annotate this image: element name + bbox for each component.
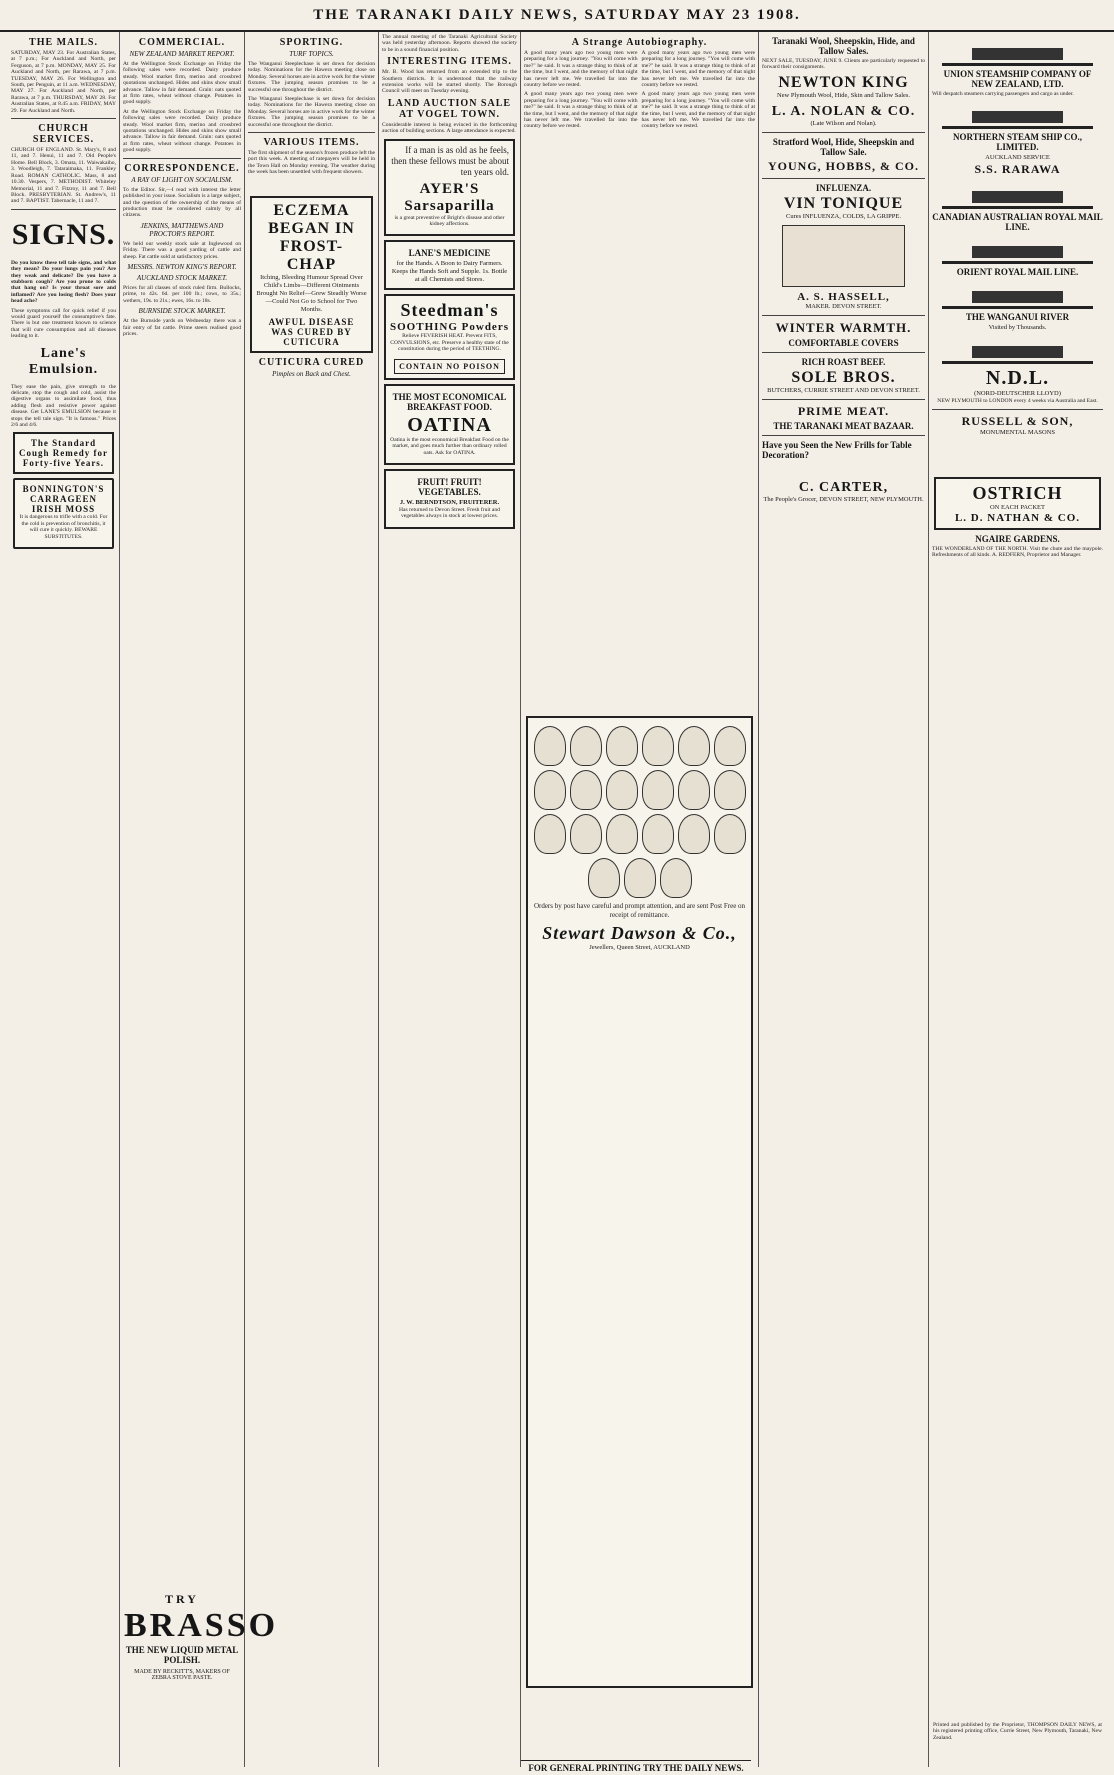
wanganui-heading: THE WANGANUI RIVER (965, 312, 1070, 323)
prime-meat-heading: PRIME MEAT. (797, 403, 890, 418)
steamship-illustration (942, 180, 1093, 209)
commercial-heading: COMMERCIAL. (138, 37, 226, 48)
frills-question: Have you Seen the New Frills for Table Decoration? (762, 439, 912, 460)
pendant-image (606, 726, 638, 766)
roast-beef-heading: RICH ROAST BEEF. (801, 356, 886, 367)
cough-remedy-title: The Standard Cough Remedy for Forty-five Years. (19, 438, 108, 469)
ndl-text: NEW PLYMOUTH to LONDON every 4 weeks via Australia and East. (937, 398, 1098, 405)
steamship-illustration (942, 235, 1093, 264)
influenza-heading: INFLUENZA. (815, 182, 872, 193)
ndl-subtitle: (NORD-DEUTSCHER LLOYD) (974, 390, 1061, 398)
lanes-medicine-text: for the Hands. A Boon to Dairy Farmers. Keeps the Hands Soft and Supple. 1s. Bottle at all Chemists and Stores. (391, 260, 508, 284)
burnside-text: At the Burnside yards on Wednesday there was a fair entry of fat cattle. Prime steers realised good prices. (123, 318, 241, 337)
pendant-image (624, 858, 656, 898)
sole-bros-title: SOLE BROS. (791, 368, 896, 386)
fruit-name: J. W. BERNDTSON, FRUITERER. (399, 498, 500, 506)
divider (762, 132, 925, 133)
carter-subtitle: The People's Grocer, DEVON STREET, NEW PLYMOUTH. (763, 495, 924, 503)
land-auction-heading: LAND AUCTION SALE AT VOGEL TOWN. (387, 97, 512, 120)
northern-subheading: AUCKLAND SERVICE (985, 154, 1050, 162)
lanes-medicine-title: LANE'S MEDICINE (408, 248, 491, 259)
strange-text-right: A good many years ago two young men were preparing for a long journey. "You will come with me?" he said. It was a strange thing to think of at the time, but I went, and the memory of that night has never left me. We travelled far into the country before we rested. (641, 50, 755, 89)
hassell-name: A. S. HASSELL, (797, 290, 890, 303)
oatina-heading: THE MOST ECONOMICAL BREAKFAST FOOD. (392, 391, 507, 412)
mails-heading: THE MAILS. (29, 37, 98, 48)
strange-columns-2 (524, 91, 755, 132)
cuticura-cured-heading: CUTICURA CURED (258, 356, 365, 368)
young-hobbs-title: YOUNG, HOBBS, & CO. (767, 158, 919, 173)
ostrich-ad (934, 477, 1101, 530)
eczema-ad (250, 196, 373, 353)
covers-heading: COMFORTABLE COVERS (788, 337, 899, 348)
pendant-image (678, 770, 710, 810)
ayers-title: AYER'S Sarsaparilla (404, 180, 495, 214)
column-5 (521, 32, 759, 1767)
church-heading: CHURCH SERVICES. (32, 123, 95, 146)
column-2 (120, 32, 279, 1767)
lanes-emulsion-text: They ease the pain, give strength to the delicate, stop the cough and cold, assist the digestive organs to assimilate food, thus adding flesh and resistive power against disease. Get LANE'S EMULSION because it stops the tell tale sign. "It is famous." Prices 2/6 and 4/6. (11, 383, 116, 429)
strange-text-left: A good many years ago two young men were preparing for a long journey. "You will come with me?" he said. It was a strange thing to think of at the time, but I went, and the memory of that night has never left me. We travelled far into the country before we rested. (524, 50, 638, 89)
pendant-image (660, 858, 692, 898)
divider (762, 178, 925, 179)
pendant-image (534, 726, 566, 766)
signs-title: SIGNS. (11, 217, 116, 251)
column-6 (759, 32, 929, 1767)
cuticura-cured-sub: Pimples on Back and Chest. (272, 369, 351, 378)
pendant-image (642, 814, 674, 854)
newton-king-subtitle: New Plymouth Wool, Hide, Skin and Tallow Sales. (776, 91, 911, 99)
fruit-heading: FRUIT! FRUIT! VEGETABLES. (417, 476, 482, 497)
nolan-title: L. A. NOLAN & CO. (771, 103, 916, 119)
lanes-emulsion-title: Lane's Emulsion. (28, 345, 99, 377)
ostrich-title: OSTRICH (972, 482, 1063, 503)
russell-title: RUSSELL & SON, (961, 413, 1074, 428)
commercial-text-2: At the Wellington Stock Exchange on Friday the following sales were recorded. Dairy produce steady. Wool market firm, merino and crossbred quotations unchanged. Hides and skins show small advance. Tallow in fair demand. Grain: oats quoted at firm rates, wheat without change. Potatoes in good supply. (123, 108, 241, 154)
pendant-image (534, 770, 566, 810)
land-auction-text: Considerable interest is being evinced in the forthcoming auction of building sections. A large attendance is expected. (382, 121, 517, 135)
interesting-text: Mr. B. Wood has returned from an extended trip to the Southern districts. It is understood that the railway extension works will be started shortly. The Borough Council will meet on Tuesday evening. (382, 69, 517, 95)
commercial-text: At the Wellington Stock Exchange on Friday the following sales were recorded. Dairy produce steady. Wool market firm, merino and crossbred quotations unchanged. Hides and skins show small advance. Tallow in fair demand. Grain: oats quoted at firm rates, wheat without change. Potatoes in good supply. (123, 61, 241, 106)
divider (762, 435, 925, 436)
pendant-image (714, 726, 746, 766)
ayers-ad (384, 139, 515, 237)
brasso-subtitle: THE NEW LIQUID METAL POLISH. (125, 1645, 239, 1665)
pendant-image (570, 726, 602, 766)
stewart-subtitle: Jewellers, Queen Street, AUCKLAND (589, 944, 690, 951)
correspondence-subheading: A RAY OF LIGHT ON SOCIALISM. (131, 175, 233, 184)
steamship-illustration (942, 280, 1093, 309)
steedman-title: Steedman's (400, 300, 499, 321)
oatina-text: Oatina is the most economical Breakfast Food on the market, and goes much further than ordinary rolled oats. Ask for OATINA. (390, 436, 509, 456)
oatina-title: OATINA (407, 413, 492, 436)
steedman-ad (384, 294, 515, 379)
russell-subtitle: MONUMENTAL MASONS (980, 428, 1055, 436)
divider (762, 315, 925, 316)
union-text: Will despatch steamers carrying passengers and cargo as under. (932, 91, 1074, 97)
stratford-heading: Stratford Wool, Hide, Sheepskin and Tallow Sale. (772, 136, 915, 157)
stewart-title: Stewart Dawson & Co., (542, 923, 737, 943)
columns (8, 32, 1106, 1767)
steamship-illustration (942, 37, 1093, 66)
sporting-subheading: TURF TOPICS. (289, 50, 334, 58)
oatina-ad (384, 384, 515, 465)
church-text: CHURCH OF ENGLAND. St. Mary's, 8 and 11, and 7. Henui, 11 and 7. Old People's Home. Bell Block, 3. Omata, 11. Waiwakaiho, 3. Woodleigh, 7. Tataraimaka, 11. Frankley Road. ROMAN CATHOLIC. Mass, 8 and 10.30. Vespers, 7. METHODIST. Whiteley Memorial, 11 and 7. Fitzroy, 11 and 7. Bell Block. PRESBYTERIAN. St. Andrew's, 11 and 7. BAPTIST. Tabernacle, 11 and 7. (11, 147, 116, 205)
strange-text-left-2: A good many years ago two young men were preparing for a long journey. "You will come with me?" he said. It was a strange thing to think of at the time, but I went, and the memory of that night has never left me. We travelled far into the country before we rested. (524, 91, 638, 130)
various-text: The first shipment of the season's frozen produce left the port this week. A meeting of ratepayers will be held in the Town Hall on Monday evening. The weather during the week has been unsettled with frequent showers. (248, 150, 375, 176)
divider (11, 118, 116, 119)
northern-heading: NORTHERN STEAM SHIP CO., LIMITED. (953, 132, 1082, 153)
jenkins-heading: JENKINS, MATTHEWS AND PROCTOR'S REPORT. (140, 221, 224, 238)
commercial-subheading: NEW ZEALAND MARKET REPORT. (129, 50, 235, 58)
winter-warmth-title: WINTER WARMTH. (775, 319, 912, 335)
printing-footer: FOR GENERAL PRINTING TRY THE DAILY NEWS. (521, 1760, 751, 1775)
bonnington-box (13, 478, 114, 549)
brasso-title: BRASSO (124, 1607, 279, 1644)
pendant-image (678, 814, 710, 854)
pendant-image (588, 858, 620, 898)
auckland-heading: AUCKLAND STOCK MARKET. (136, 273, 228, 282)
ayers-text: If a man is as old as he feels, then these fellows must be about ten years old. (391, 144, 509, 177)
ostrich-subtitle: ON EACH PACKET (989, 503, 1045, 511)
pendant-image (678, 726, 710, 766)
column-1 (8, 32, 120, 1767)
sole-bros-subtitle: BUTCHERS, CURRIE STREET AND DEVON STREET. (767, 386, 920, 394)
steedman-badge: CONTAIN NO POISON (394, 359, 505, 374)
strange-text-right-2: A good many years ago two young men were preparing for a long journey. "You will come with me?" he said. It was a strange thing to think of at the time, but I went, and the memory of that night has never left me. We travelled far into the country before we rested. (641, 91, 755, 130)
sporting-text-2: The Wanganui Steeplechase is set down for decision today. Nominations for the Hawera meeting close on Monday. Several horses are in active work for the winter fixtures. The jumping season promises to be a successful one throughout the district. (248, 96, 376, 128)
divider (762, 399, 925, 400)
vin-tonique-title: VIN TONIQUE (783, 194, 904, 212)
fruit-ad (384, 469, 515, 529)
signs-body: These symptoms call for quick relief if you would guard yourself the consumptive's fate. There is but one treatment known to science that will cure consumption and all diseases leading to it. (11, 307, 116, 340)
newton-king-title: NEWTON KING (778, 73, 909, 91)
auckland-text: Prices for all classes of stock ruled firm. Bullocks, prime, to 42s. 6d. per 100 lb.; cows, to 35s.; wethers, 19s. to 21s.; ewes, 16s. to 18s. (123, 284, 241, 304)
sporting-heading: SPORTING. (279, 37, 344, 48)
column-7 (929, 32, 1106, 1767)
pendant-image (570, 814, 602, 854)
pendant-image (606, 770, 638, 810)
jewellery-grid (532, 722, 747, 902)
pendant-image (606, 814, 638, 854)
ngaire-heading: NGAIRE GARDENS. (975, 533, 1060, 544)
signs-text: Do you know these tell tale signs, and what they mean? Do your lungs pain you? Are they weak and delicate? Do you have a stubborn cough? Are you prone to colds that hang on? Is your throat sore and inflamed? Are you losing flesh? Does your head ache? (11, 259, 116, 305)
vin-tonique-text: Cures INFLUENZA, COLDS, LA GRIPPE. (785, 212, 902, 220)
col4-text: The annual meeting of the Taranaki Agricultural Society was held yesterday afternoon. Reports showed the society to be in a sound financial position. (382, 34, 517, 53)
divider (11, 209, 116, 210)
horse-illustration (782, 225, 905, 287)
wanganui-subheading: Visited by Thousands. (988, 324, 1047, 332)
steedman-subtitle: SOOTHING Powders (390, 321, 509, 334)
ayers-sub: is a great preventive of Bright's disease and other kidney affections. (394, 214, 505, 228)
divider (932, 409, 1103, 410)
lanes-medicine-ad (384, 240, 515, 290)
pendant-image (714, 770, 746, 810)
brasso-ad (124, 1592, 279, 1681)
hassell-text: MAKER. DEVON STREET. (805, 302, 882, 310)
cuticura-heading: AWFUL DISEASE WAS CURED BY CUTICURA (268, 316, 355, 347)
masthead: THE TARANAKI DAILY NEWS, SATURDAY MAY 23 1908. (0, 0, 1114, 32)
eczema-text: Itching, Bleeding Humour Spread Over Child's Limbs—Different Ointments Brought No Relief—Grew Steadily Worse—Could Not Go to School for Two Months. (256, 273, 367, 313)
pendant-image (714, 814, 746, 854)
nathan-name: L. D. NATHAN & CO. (954, 511, 1081, 524)
cough-remedy-box (13, 432, 114, 474)
brasso-maker: MADE BY RECKITT'S, MAKERS OF ZEBRA STOVE PASTE. (134, 1669, 230, 1681)
burnside-heading: BURNSIDE STOCK MARKET. (138, 307, 226, 316)
strange-columns (524, 50, 755, 91)
various-heading: VARIOUS ITEMS. (263, 137, 360, 149)
mails-text: SATURDAY, MAY 23. For Australian States, at 7 p.m.; For Auckland and North, per Ferguson, at 7 p.m. MONDAY, MAY 25. For Auckland and North, per Rarawa, at 7 p.m. TUESDAY, MAY 26. For Wellington and South, per Penguin, at 11 a.m. WEDNESDAY, MAY 27. For Auckland and North, per Rarawa, at 7 p.m. THURSDAY, MAY 28. For Australian States, at 8.45 a.m. FRIDAY, MAY 29. For Auckland and North. (11, 50, 116, 114)
strange-heading: A Strange Autobiography. (571, 37, 708, 48)
rarawa-title: S.S. RARAWA (974, 162, 1061, 177)
column-3 (245, 32, 379, 1767)
sporting-text: The Wanganui Steeplechase is set down for decision today. Nominations for the Hawera meeting close on Monday. Several horses are in active work for the winter fixtures. The jumping season promises to be a successful one throughout the district. (248, 61, 376, 93)
imprint-text: Printed and published by the Proprietor, THOMPSON DAILY NEWS, at his registered printing office, Currie Street, New Plymouth, Taranaki, New Zealand. (933, 1722, 1102, 1741)
bonnington-title: BONNINGTON'S CARRAGEEN IRISH MOSS (22, 484, 105, 515)
fruit-text: Has returned to Devon Street. Fresh fruit and vegetables always in stock at lowest prices. (399, 506, 500, 520)
steedman-text: Relieve FEVERISH HEAT. Prevent FITS, CONVULSIONS, etc. Preserve a healthy state of the constitution during the period of TEETHING. (390, 333, 509, 353)
orient-heading: ORIENT ROYAL MAIL LINE. (956, 267, 1079, 278)
bonnington-text: It is dangerous to trifle with a cold. For the cold is prevention of bronchitis, it will cure it quickly. BEWARE SUBSTITUTES. (19, 514, 108, 540)
wool-sale-text: NEXT SALE, TUESDAY, JUNE 9. Clients are particularly requested to forward their consignments. (762, 58, 925, 71)
ndl-title: N.D.L. (985, 367, 1050, 390)
steamship-illustration (942, 335, 1093, 364)
brasso-try: TRY (165, 1592, 199, 1606)
wool-sale-heading: Taranaki Wool, Sheepskin, Hide, and Tallow Sales. (772, 36, 915, 56)
ngaire-text: THE WONDERLAND OF THE NORTH. Visit the chute and the maypole. Refreshments of all kinds. A. REDFERN, Proprietor and Manager. (932, 545, 1103, 559)
column-4 (379, 32, 521, 1767)
divider (762, 352, 925, 353)
pendant-image (570, 770, 602, 810)
nolan-subtitle: (Late Wilson and Nolan). (810, 119, 877, 127)
divider (248, 132, 375, 133)
eczema-title: ECZEMA BEGAN IN FROST-CHAP (268, 201, 355, 273)
carter-title: C. CARTER, (798, 479, 889, 495)
steamship-illustration (942, 100, 1093, 129)
stewart-text: Orders by post have careful and prompt attention, and are sent Post Free on receipt of remittance. (533, 902, 746, 919)
correspondence-text: To the Editor. Sir,—I read with interest the letter published in your issue. Socialism is a large subject, and the question of the ownership of the means of production must be considered calmly by all citizens. (123, 186, 241, 219)
messrs-heading: MESSRS. NEWTON KING'S REPORT. (127, 262, 237, 271)
correspondence-heading: CORRESPONDENCE. (124, 162, 240, 174)
union-heading: UNION STEAMSHIP COMPANY OF NEW ZEALAND, LTD. (943, 69, 1092, 89)
pendant-image (642, 770, 674, 810)
pendant-image (534, 814, 566, 854)
interesting-heading: INTERESTING ITEMS. (387, 56, 512, 68)
divider (123, 158, 241, 159)
meat-bazaar-title: THE TARANAKI MEAT BAZAAR. (773, 420, 914, 431)
canadian-heading: CANADIAN AUSTRALIAN ROYAL MAIL LINE. (932, 212, 1103, 233)
jenkins-text: We held our weekly stock sale at Inglewood on Friday. There was a good yarding of cattle and sheep. Fat cattle sold at satisfactory prices. (123, 240, 241, 260)
pendant-image (642, 726, 674, 766)
stewart-dawson-ad (526, 716, 753, 1688)
